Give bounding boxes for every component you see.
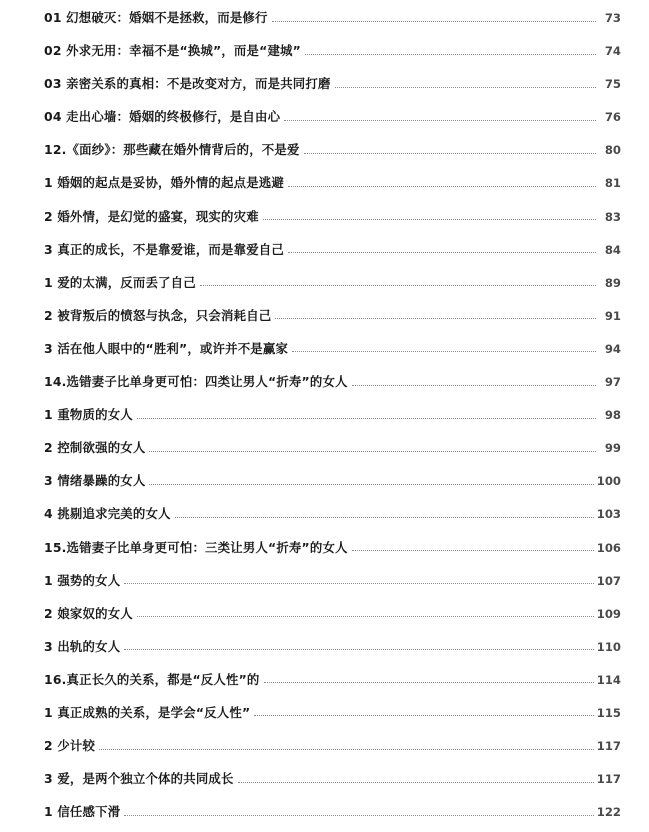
- toc-leader-dots: [254, 707, 594, 716]
- toc-leader-dots: [124, 641, 594, 650]
- toc-entry[interactable]: [44, 242, 621, 258]
- toc-entry-label: 1 婚姻的起点是妥协，婚外情的起点是逃避: [44, 175, 284, 191]
- toc-entry[interactable]: [44, 705, 621, 721]
- toc-entry-page-number: 97: [604, 375, 621, 390]
- toc-leader-dots: [288, 244, 596, 253]
- toc-entry-label: 12.《面纱》：那些藏在婚外情背后的，不是爱: [44, 142, 300, 158]
- toc-entry-label: 15.选错妻子比单身更可怕：三类让男人“折寿”的女人: [44, 539, 348, 555]
- toc-entry[interactable]: [44, 43, 621, 59]
- toc-entry-label: 3 爱，是两个独立个体的共同成长: [44, 771, 234, 787]
- toc-leader-dots: [149, 476, 593, 485]
- toc-entry[interactable]: [44, 672, 621, 688]
- toc-entry-label: 3 活在他人眼中的“胜利”，或许并不是赢家: [44, 340, 289, 356]
- toc-entry-page-number: 81: [604, 176, 621, 191]
- toc-entry-page-number: 98: [604, 408, 621, 423]
- toc-entry-page-number: 110: [596, 639, 621, 654]
- toc-entry[interactable]: [44, 573, 621, 589]
- toc-entry[interactable]: [44, 738, 621, 754]
- toc-entry-label: 3 出轨的女人: [44, 638, 121, 654]
- toc-entry-label: 1 爱的太满，反而丢了自己: [44, 274, 196, 290]
- toc-entry-page-number: 99: [604, 441, 621, 456]
- toc-entry[interactable]: [44, 639, 621, 655]
- toc-entry-page-number: 80: [604, 143, 621, 158]
- toc-leader-dots: [124, 807, 594, 816]
- toc-entry[interactable]: [44, 506, 621, 522]
- toc-leader-dots: [288, 178, 596, 187]
- toc-entry[interactable]: [44, 540, 621, 556]
- toc-entry-page-number: 73: [604, 11, 621, 26]
- toc-entry-label: 4 挑剔追求完美的女人: [44, 506, 171, 522]
- toc-entry[interactable]: [44, 374, 621, 390]
- toc-entry[interactable]: [44, 804, 621, 820]
- toc-entry-label: 3 真正的成长，不是靠爱谁，而是靠爱自己: [44, 241, 284, 257]
- toc-entry-page-number: 115: [596, 705, 621, 720]
- toc-entry-page-number: 83: [604, 209, 621, 224]
- toc-entry[interactable]: [44, 142, 621, 158]
- toc-leader-dots: [175, 509, 594, 518]
- toc-entry[interactable]: [44, 440, 621, 456]
- toc-entry-page-number: 122: [596, 805, 621, 820]
- toc-leader-dots: [305, 46, 596, 55]
- toc-entry[interactable]: [44, 209, 621, 225]
- toc-leader-dots: [352, 377, 596, 386]
- toc-entry-page-number: 117: [596, 739, 621, 754]
- toc-entry[interactable]: [44, 275, 621, 291]
- toc-leader-dots: [149, 443, 596, 452]
- toc-entry-label: 2 婚外情，是幻觉的盛宴，现实的灾难: [44, 208, 259, 224]
- toc-entry-label: 1 信任感下滑: [44, 804, 121, 820]
- toc-entry-label: 1 真正成熟的关系，是学会“反人性”: [44, 704, 251, 720]
- toc-entry-label: 1 重物质的女人: [44, 407, 133, 423]
- toc-entry-page-number: 109: [596, 606, 621, 621]
- toc-entry[interactable]: [44, 308, 621, 324]
- toc-leader-dots: [200, 277, 596, 286]
- toc-leader-dots: [352, 542, 594, 551]
- toc-leader-dots: [137, 608, 594, 617]
- toc-entry-label: 14.选错妻子比单身更可怕：四类让男人“折寿”的女人: [44, 374, 348, 390]
- toc-entry-page-number: 76: [604, 110, 621, 125]
- toc-entry-label: 01 幻想破灭：婚姻不是拯救，而是修行: [44, 10, 268, 25]
- toc-entry-label: 02 外求无用：幸福不是“换城”，而是“建城”: [44, 43, 301, 59]
- toc-entry-label: 16.真正长久的关系，都是“反人性”的: [44, 671, 260, 687]
- toc-entry[interactable]: [44, 341, 621, 357]
- toc-leader-dots: [275, 310, 596, 319]
- toc-leader-dots: [292, 343, 596, 352]
- toc-leader-dots: [272, 13, 596, 22]
- toc-entry[interactable]: [44, 10, 621, 26]
- toc-entry-label: 03 亲密关系的真相：不是改变对方，而是共同打磨: [44, 76, 331, 92]
- toc-entry[interactable]: [44, 175, 621, 191]
- toc-leader-dots: [304, 145, 596, 154]
- toc-entry-page-number: 114: [596, 672, 621, 687]
- toc-entry-label: 2 少计较: [44, 738, 96, 754]
- toc-leader-dots: [238, 774, 594, 783]
- toc-entry-label: 2 被背叛后的愤怒与执念，只会消耗自己: [44, 307, 272, 323]
- toc-entry-label: 3 情绪暴躁的女人: [44, 473, 146, 489]
- toc-entry-page-number: 75: [604, 77, 621, 92]
- toc-leader-dots: [264, 674, 594, 683]
- toc-entry-label: 2 娘家奴的女人: [44, 605, 133, 621]
- toc-leader-dots: [284, 112, 596, 121]
- toc-leader-dots: [263, 211, 596, 220]
- toc-entry-page-number: 100: [596, 474, 621, 489]
- toc-entry-page-number: 74: [604, 44, 621, 59]
- toc-entry-page-number: 89: [604, 275, 621, 290]
- toc-entry-page-number: 84: [604, 242, 621, 257]
- toc-entry[interactable]: [44, 407, 621, 423]
- toc-entry-page-number: 94: [604, 341, 621, 356]
- toc-entry[interactable]: [44, 473, 621, 489]
- toc-entry-page-number: 103: [596, 507, 621, 522]
- toc-entry-page-number: 107: [596, 573, 621, 588]
- toc-entry-label: 1 强势的女人: [44, 572, 121, 588]
- toc-entry[interactable]: [44, 606, 621, 622]
- toc-entry[interactable]: [44, 771, 621, 787]
- toc-leader-dots: [335, 79, 596, 88]
- toc-leader-dots: [137, 410, 596, 419]
- toc-entry-page-number: 117: [596, 772, 621, 787]
- toc-entry-label: 2 控制欲强的女人: [44, 440, 146, 456]
- toc-leader-dots: [99, 741, 594, 750]
- toc-entry-page-number: 106: [596, 540, 621, 555]
- toc-leader-dots: [124, 575, 594, 584]
- toc-entry[interactable]: [44, 109, 621, 125]
- toc-entry-page-number: 91: [604, 308, 621, 323]
- toc-entry[interactable]: [44, 76, 621, 92]
- toc-entry-label: 04 走出心墙：婚姻的终极修行，是自由心: [44, 109, 281, 125]
